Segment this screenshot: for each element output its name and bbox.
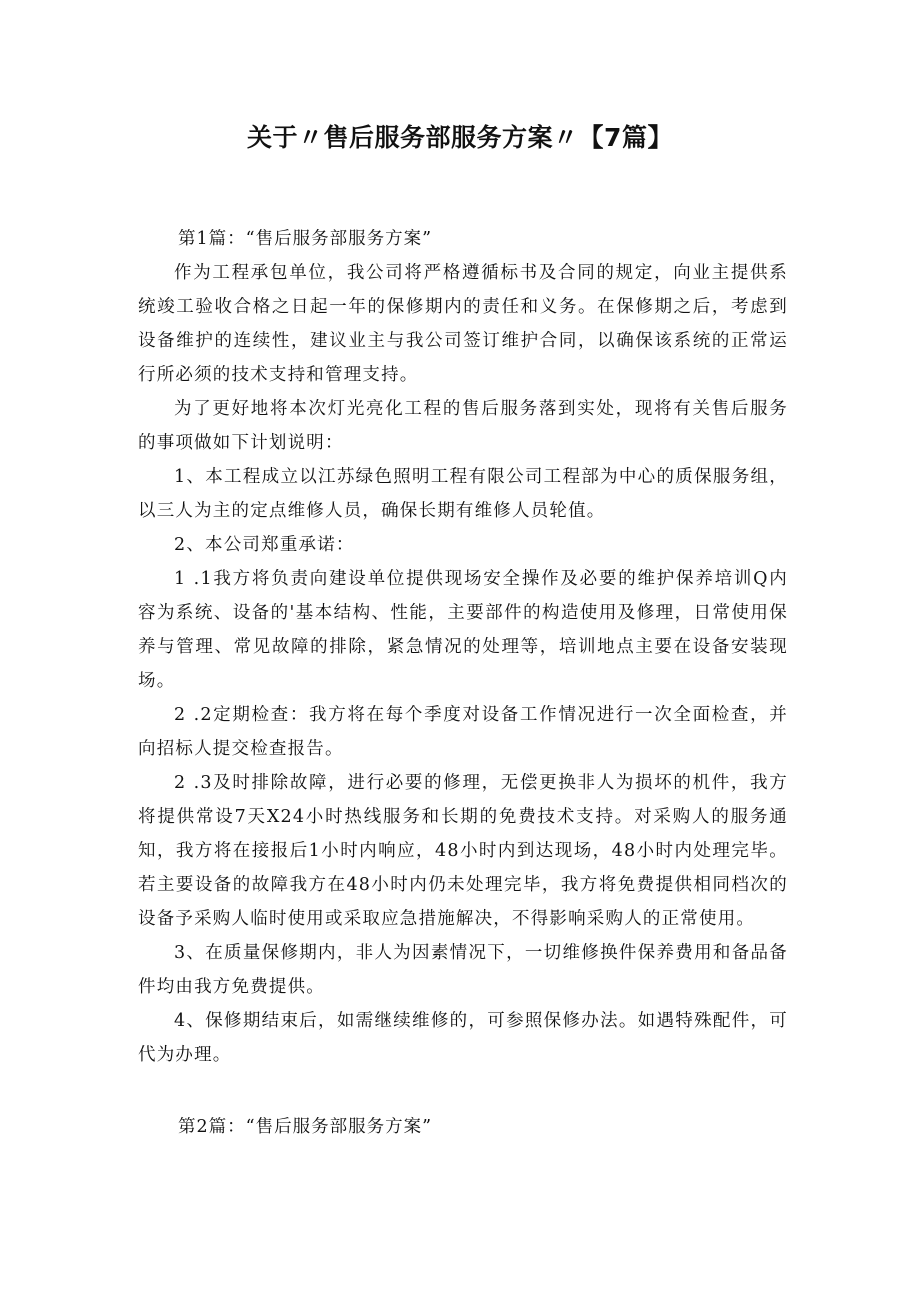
section-heading: 第1篇：“售后服务部服务方案” (178, 229, 433, 249)
paragraph: 为了更好地将本次灯光亮化工程的售后服务落到实处，现将有关售后服务的事项做如下计划说明： (138, 399, 788, 453)
paragraph: 1、本工程成立以江苏绿色照明工程有限公司工程部为中心的质保服务组，以三人为主的定点维修人员，确保长期有维修人员轮值。 (138, 467, 788, 521)
paragraph: 3、在质量保修期内，非人为因素情况下，一切维修换件保养费用和备品备件均由我方免费提供。 (138, 943, 788, 997)
paragraph: 2、本公司郑重承诺： (174, 535, 355, 555)
document-title: 关于〃售后服务部服务方案〃【7篇】 (247, 123, 673, 152)
paragraph: 2 .3及时排除故障，进行必要的修理，无偿更换非人为损坏的机件，我方将提供常设7天X24小时热线服务和长期的免费技术支持。对采购人的服务通知，我方将在接报后1小时内响应，48小时内到达现场，48小时内处理完毕。若主要设备的故障我方在48小时内仍未处理完毕，我方将免费提供相同档次的设备予采购人临时使用或采取应急措施解决，不得影响采购人的正常使用。 (138, 773, 788, 929)
paragraph: 2 .2定期检查：我方将在每个季度对设备工作情况进行一次全面检查，并向招标人提交检查报告。 (138, 705, 788, 759)
paragraph: 作为工程承包单位，我公司将严格遵循标书及合同的规定，向业主提供系统竣工验收合格之日起一年的保修期内的责任和义务。在保修期之后，考虑到设备维护的连续性，建议业主与我公司签订维护合同，以确保该系统的正常运行所必须的技术支持和管理支持。 (138, 263, 788, 385)
document-body (138, 222, 788, 1144)
section-heading: 第2篇：“售后服务部服务方案” (178, 1117, 433, 1137)
paragraph: 4、保修期结束后，如需继续维修的，可参照保修办法。如遇特殊配件，可代为办理。 (138, 1011, 788, 1065)
paragraph: 1 .1我方将负责向建设单位提供现场安全操作及必要的维护保养培训Q内容为系统、设备的'基本结构、性能，主要部件的构造使用及修理，日常使用保养与管理、常见故障的排除，紧急情况的处理等，培训地点主要在设备安装现场。 (138, 569, 788, 691)
